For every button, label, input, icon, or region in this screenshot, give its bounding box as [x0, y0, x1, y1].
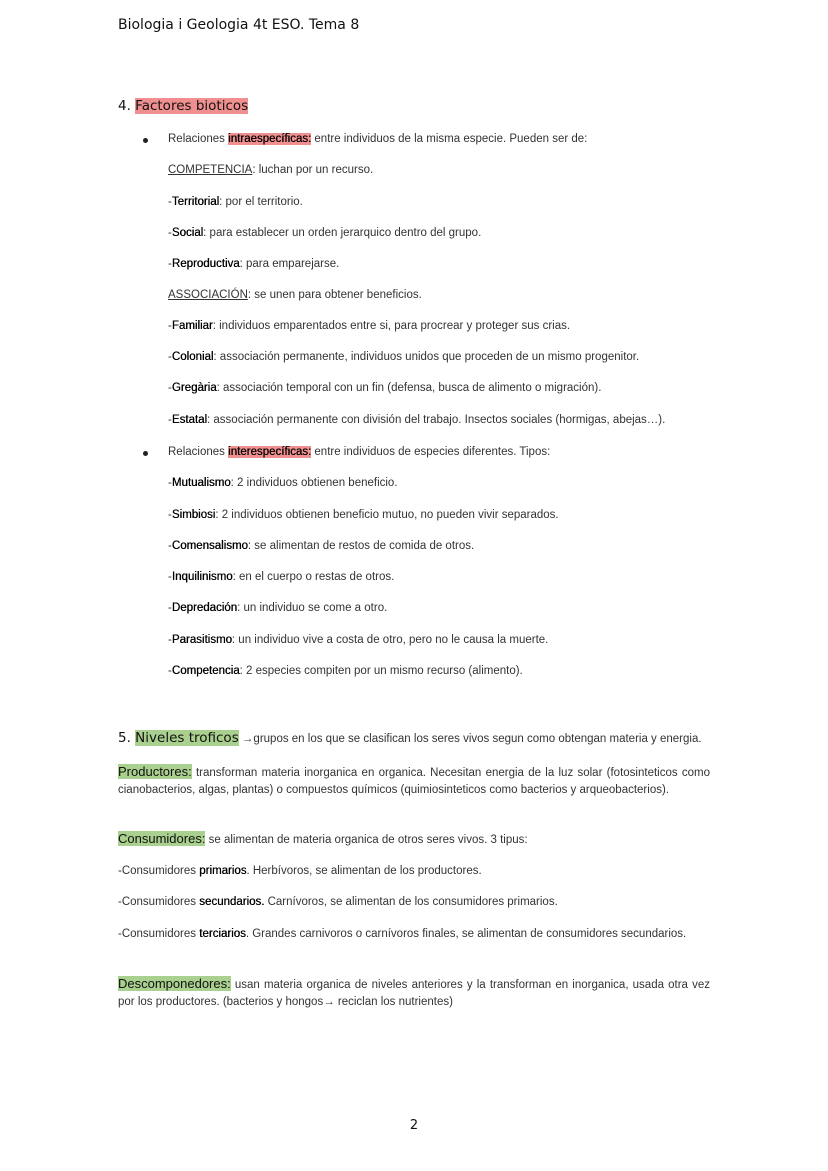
text: -Consumidores	[118, 865, 200, 877]
interspecific-term: interespecíficas:	[228, 446, 312, 458]
text: : individuos emparentados entre si, para procrear y proteger sus crias.	[212, 320, 571, 332]
text: . Herbívoros, se alimentan de los productores.	[246, 865, 482, 877]
document-header: Biologia i Geologia 4t ESO. Tema 8	[118, 17, 360, 33]
bullet-icon	[143, 451, 148, 456]
section-5-heading	[118, 730, 718, 746]
term: primarios	[199, 865, 247, 877]
associacio-line	[168, 289, 422, 301]
text: : se alimentan de restos de comida de otros.	[247, 540, 475, 552]
text: transforman materia inorganica en organica. Necesitan energia de la luz solar (fotosinteticos como cianobacterios, algas, plantas) o compuestos químicos (quimiosinteticos como bacterios y arqueobacterios).	[118, 767, 710, 796]
dash: -	[168, 509, 172, 521]
simbiosi-line	[168, 509, 559, 521]
term: Mutualismo	[171, 477, 231, 489]
text: : 2 individuos obtienen beneficio.	[230, 477, 398, 489]
depredacion-line	[168, 602, 387, 614]
text: : en el cuerpo o restas de otros.	[232, 571, 395, 583]
term: Gregària	[171, 382, 217, 394]
text: : un individuo se come a otro.	[237, 602, 388, 614]
term: Parasitismo	[171, 634, 232, 646]
parasitismo-line	[168, 634, 548, 646]
intraspecific-line	[168, 133, 587, 145]
intraspecific-term: intraespecíficas:	[228, 133, 312, 145]
reproductiva-line	[168, 258, 339, 270]
dash: -	[168, 351, 172, 363]
text: : associación permanente, individuos unidos que proceden de un mismo progenitor.	[213, 351, 640, 363]
term: Comensalismo	[171, 540, 248, 552]
dash: -	[168, 477, 172, 489]
term: terciarios	[199, 928, 246, 940]
competencia2-line	[168, 665, 523, 677]
term: Colonial	[171, 351, 214, 363]
inquilinismo-line	[168, 571, 394, 583]
competencia-term: COMPETENCIA	[168, 164, 253, 176]
secundarios-line	[118, 894, 710, 911]
section-5-title: Niveles troficos	[135, 730, 239, 746]
term: Estatal	[171, 414, 208, 426]
text: : para emparejarse.	[239, 258, 340, 270]
estatal-line	[168, 414, 665, 426]
text: : luchan por un recurso.	[252, 164, 374, 176]
gregaria-line	[168, 382, 601, 394]
consumidores-paragraph	[118, 830, 710, 849]
text: : associación temporal con un fin (defensa, busca de alimento o migración).	[216, 382, 602, 394]
section-4-title: Factores bioticos	[135, 98, 249, 114]
text: se alimentan de materia organica de otros seres vivos. 3 tipus:	[205, 834, 528, 846]
section-4-number: 4.	[118, 98, 136, 114]
productores-term: Productores:	[118, 764, 192, 779]
text: Relaciones	[168, 133, 229, 145]
dash: -	[168, 414, 172, 426]
mutualismo-line	[168, 477, 398, 489]
text: : se unen para obtener beneficios.	[247, 289, 422, 301]
dash: -	[168, 665, 172, 677]
dash: -	[168, 571, 172, 583]
bullet-icon	[143, 138, 148, 143]
term: Competencia	[171, 665, 240, 677]
term: Simbiosi	[171, 509, 216, 521]
page-number: 2	[409, 1118, 419, 1133]
term: secundarios.	[199, 896, 265, 908]
descomponedores-term: Descomponedores:	[118, 976, 231, 991]
productores-paragraph	[118, 763, 710, 799]
text: : 2 individuos obtienen beneficio mutuo, no pueden vivir separados.	[215, 509, 559, 521]
consumidores-term: Consumidores:	[118, 831, 206, 846]
term: Familiar	[171, 320, 213, 332]
text: : por el territorio.	[219, 196, 303, 208]
term: Inquilinismo	[171, 571, 233, 583]
text: Relaciones	[168, 446, 229, 458]
text: : para establecer un orden jerarquico dentro del grupo.	[203, 227, 482, 239]
primarios-line	[118, 863, 710, 880]
dash: -	[168, 540, 172, 552]
interspecific-line	[168, 446, 550, 458]
comensalismo-line	[168, 540, 474, 552]
text: entre individuos de la misma especie. Pueden ser de:	[311, 133, 588, 145]
competencia-line	[168, 164, 373, 176]
terciarios-paragraph	[118, 926, 710, 943]
dash: -	[168, 196, 172, 208]
territorial-line	[168, 196, 303, 208]
text: -Consumidores	[118, 928, 200, 940]
associacio-term: ASSOCIACIÓN	[168, 289, 248, 301]
text: usan materia organica de niveles anteriores y la transforman en inorganica, usada otra vez por los productores. (bacterios y hongos→ reciclan los nutrientes)	[118, 979, 710, 1008]
text: Carnívoros, se alimentan de los consumidores primarios.	[264, 896, 558, 908]
familiar-line	[168, 320, 570, 332]
dash: -	[168, 320, 172, 332]
dash: -	[168, 227, 172, 239]
dash: -	[168, 382, 172, 394]
text: -Consumidores	[118, 896, 200, 908]
colonial-line	[168, 351, 639, 363]
text: : 2 especies compiten por un mismo recurso (alimento).	[239, 665, 523, 677]
term: Social	[171, 227, 204, 239]
term: Reproductiva	[171, 258, 240, 270]
section-5-number: 5.	[118, 730, 136, 746]
dash: -	[168, 258, 172, 270]
section-5-description: →grupos en los que se clasifican los seres vivos segun como obtengan materia y energia.	[238, 733, 702, 745]
social-line	[168, 227, 481, 239]
term: Territorial	[171, 196, 220, 208]
text: entre individuos de especies diferentes. Tipos:	[311, 446, 551, 458]
descomponedores-paragraph	[118, 975, 710, 1011]
text: : un individuo vive a costa de otro, pero no le causa la muerte.	[231, 634, 549, 646]
term: Depredación	[171, 602, 238, 614]
text: : associación permanente con división del trabajo. Insectos sociales (hormigas, abejas…).	[207, 414, 666, 426]
section-4-heading	[118, 98, 248, 114]
dash: -	[168, 634, 172, 646]
dash: -	[168, 602, 172, 614]
text: . Grandes carnivoros o carnívoros finales, se alimentan de consumidores secundarios.	[245, 928, 687, 940]
